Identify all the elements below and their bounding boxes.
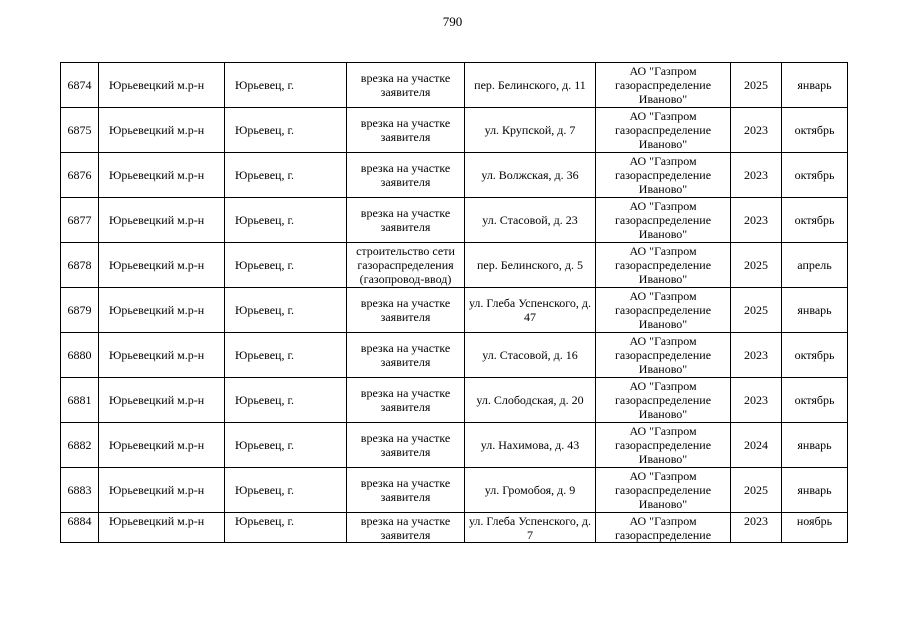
settlement-cell: Юрьевец, г. — [225, 243, 347, 288]
table-row — [61, 108, 848, 153]
table-row — [61, 243, 848, 288]
work-type-cell: врезка на участке заявителя — [347, 333, 465, 378]
district-cell: Юрьевецкий м.р-н — [99, 423, 225, 468]
year-cell: 2025 — [731, 63, 782, 108]
row-number-cell: 6880 — [61, 333, 99, 378]
organization-cell: АО "Газпром газораспределение — [596, 513, 731, 543]
district-cell: Юрьевецкий м.р-н — [99, 333, 225, 378]
row-number-cell: 6884 — [61, 513, 99, 543]
organization-cell: АО "Газпром газораспределение Иваново" — [596, 378, 731, 423]
settlement-cell: Юрьевец, г. — [225, 423, 347, 468]
year-cell: 2023 — [731, 513, 782, 543]
page-number: 790 — [442, 14, 463, 29]
settlement-cell: Юрьевец, г. — [225, 198, 347, 243]
table-row — [61, 153, 848, 198]
address-cell: ул. Нахимова, д. 43 — [465, 423, 596, 468]
table-row — [61, 63, 848, 108]
address-cell: ул. Глеба Успенского, д. 47 — [465, 288, 596, 333]
settlement-cell: Юрьевец, г. — [225, 108, 347, 153]
settlement-cell: Юрьевец, г. — [225, 468, 347, 513]
month-cell: октябрь — [782, 333, 848, 378]
work-type-cell: врезка на участке заявителя — [347, 378, 465, 423]
district-cell: Юрьевецкий м.р-н — [99, 243, 225, 288]
work-type-cell: врезка на участке заявителя — [347, 108, 465, 153]
settlement-cell: Юрьевец, г. — [225, 333, 347, 378]
organization-cell: АО "Газпром газораспределение Иваново" — [596, 198, 731, 243]
work-type-cell: врезка на участке заявителя — [347, 198, 465, 243]
address-cell: ул. Громобоя, д. 9 — [465, 468, 596, 513]
gasification-table — [60, 62, 848, 543]
row-number-cell: 6878 — [61, 243, 99, 288]
district-cell: Юрьевецкий м.р-н — [99, 288, 225, 333]
organization-cell: АО "Газпром газораспределение Иваново" — [596, 108, 731, 153]
year-cell: 2024 — [731, 423, 782, 468]
row-number-cell: 6883 — [61, 468, 99, 513]
district-cell: Юрьевецкий м.р-н — [99, 63, 225, 108]
address-cell: пер. Белинского, д. 11 — [465, 63, 596, 108]
table-row — [61, 378, 848, 423]
table-row — [61, 333, 848, 378]
month-cell: октябрь — [782, 153, 848, 198]
work-type-cell: врезка на участке заявителя — [347, 63, 465, 108]
month-cell: октябрь — [782, 198, 848, 243]
organization-cell: АО "Газпром газораспределение Иваново" — [596, 243, 731, 288]
work-type-cell: врезка на участке заявителя — [347, 513, 465, 543]
district-cell: Юрьевецкий м.р-н — [99, 468, 225, 513]
work-type-cell: врезка на участке заявителя — [347, 468, 465, 513]
settlement-cell: Юрьевец, г. — [225, 63, 347, 108]
year-cell: 2023 — [731, 108, 782, 153]
row-number-cell: 6875 — [61, 108, 99, 153]
year-cell: 2025 — [731, 243, 782, 288]
settlement-cell: Юрьевец, г. — [225, 513, 347, 543]
district-cell: Юрьевецкий м.р-н — [99, 108, 225, 153]
month-cell: январь — [782, 468, 848, 513]
organization-cell: АО "Газпром газораспределение Иваново" — [596, 63, 731, 108]
settlement-cell: Юрьевец, г. — [225, 378, 347, 423]
row-number-cell: 6877 — [61, 198, 99, 243]
month-cell: январь — [782, 288, 848, 333]
row-number-cell: 6881 — [61, 378, 99, 423]
address-cell: ул. Стасовой, д. 16 — [465, 333, 596, 378]
row-number-cell: 6874 — [61, 63, 99, 108]
month-cell: апрель — [782, 243, 848, 288]
row-number-cell: 6879 — [61, 288, 99, 333]
address-cell: пер. Белинского, д. 5 — [465, 243, 596, 288]
organization-cell: АО "Газпром газораспределение Иваново" — [596, 153, 731, 198]
address-cell: ул. Глеба Успенского, д. 7 — [465, 513, 596, 543]
month-cell: январь — [782, 63, 848, 108]
address-cell: ул. Стасовой, д. 23 — [465, 198, 596, 243]
row-number-cell: 6876 — [61, 153, 99, 198]
settlement-cell: Юрьевец, г. — [225, 288, 347, 333]
year-cell: 2025 — [731, 288, 782, 333]
table-row — [61, 468, 848, 513]
address-cell: ул. Волжская, д. 36 — [465, 153, 596, 198]
table-row — [61, 513, 848, 543]
settlement-cell: Юрьевец, г. — [225, 153, 347, 198]
address-cell: ул. Слободская, д. 20 — [465, 378, 596, 423]
month-cell: январь — [782, 423, 848, 468]
district-cell: Юрьевецкий м.р-н — [99, 513, 225, 543]
district-cell: Юрьевецкий м.р-н — [99, 153, 225, 198]
organization-cell: АО "Газпром газораспределение Иваново" — [596, 288, 731, 333]
table-row — [61, 423, 848, 468]
work-type-cell: врезка на участке заявителя — [347, 423, 465, 468]
district-cell: Юрьевецкий м.р-н — [99, 198, 225, 243]
address-cell: ул. Крупской, д. 7 — [465, 108, 596, 153]
organization-cell: АО "Газпром газораспределение Иваново" — [596, 423, 731, 468]
year-cell: 2023 — [731, 333, 782, 378]
work-type-cell: врезка на участке заявителя — [347, 153, 465, 198]
month-cell: ноябрь — [782, 513, 848, 543]
year-cell: 2023 — [731, 378, 782, 423]
work-type-cell: строительство сети газораспределения (газопровод-ввод) — [347, 243, 465, 288]
table-body — [61, 63, 848, 543]
work-type-cell: врезка на участке заявителя — [347, 288, 465, 333]
year-cell: 2023 — [731, 153, 782, 198]
row-number-cell: 6882 — [61, 423, 99, 468]
month-cell: октябрь — [782, 378, 848, 423]
district-cell: Юрьевецкий м.р-н — [99, 378, 225, 423]
year-cell: 2025 — [731, 468, 782, 513]
organization-cell: АО "Газпром газораспределение Иваново" — [596, 468, 731, 513]
year-cell: 2023 — [731, 198, 782, 243]
table-row — [61, 198, 848, 243]
month-cell: октябрь — [782, 108, 848, 153]
table-row — [61, 288, 848, 333]
organization-cell: АО "Газпром газораспределение Иваново" — [596, 333, 731, 378]
